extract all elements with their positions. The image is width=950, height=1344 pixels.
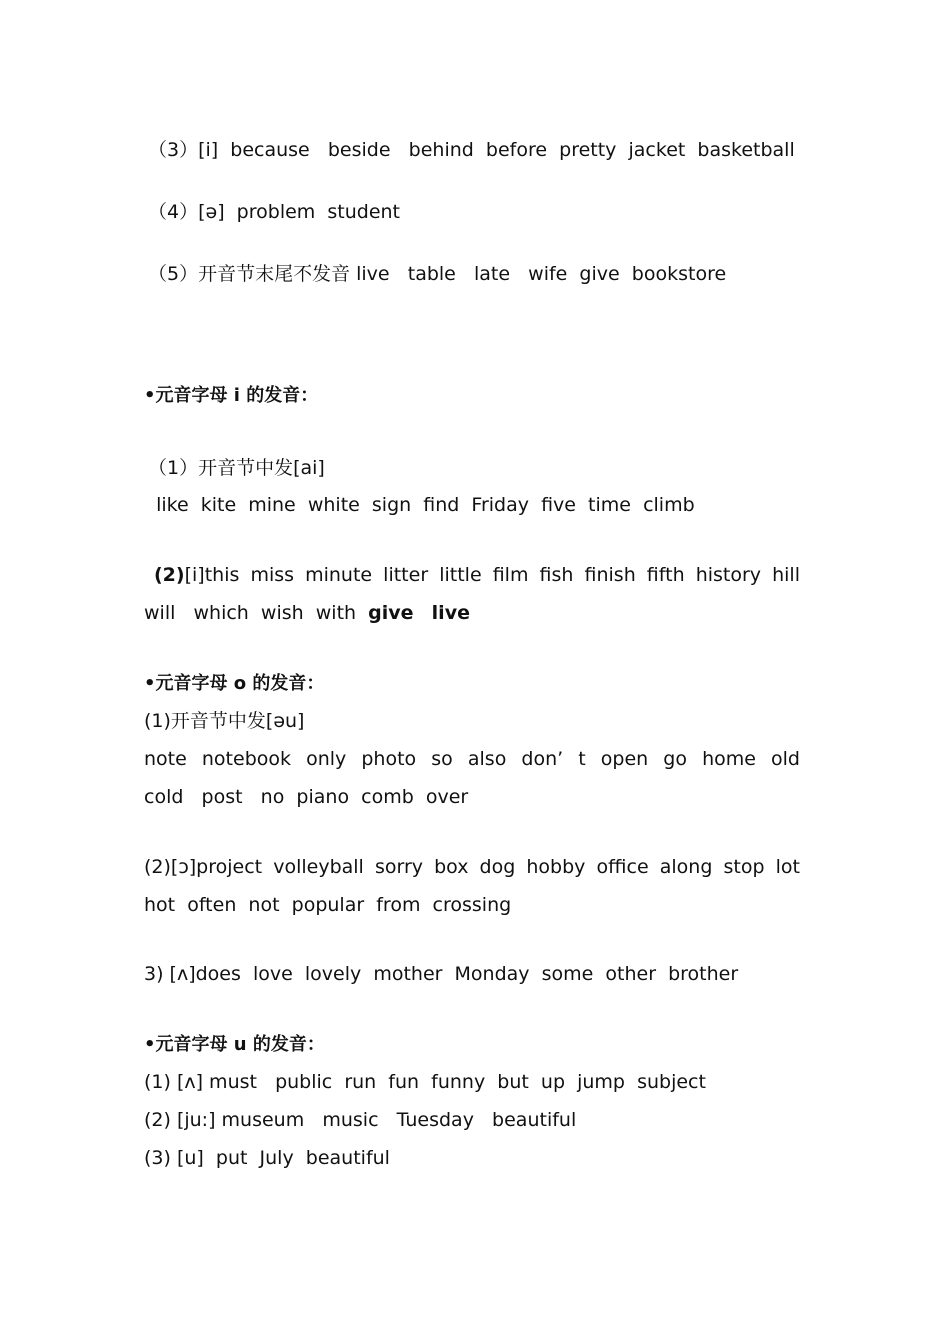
section-o-item-2-line-1: (2)[ɔ]project volleyball sorry box dog hobby office along stop lot [144,856,800,878]
section-i-item-1-words: like kite mine white sign find Friday five time climb [144,494,695,516]
section-i-item-1-label: （1）开音节中发[ai] [148,457,325,479]
section-i-heading: •元音字母 i 的发音： [144,385,319,406]
section-o-item-3: 3) [ʌ]does love lovely mother Monday some other brother [144,963,739,985]
section-i-item-2-line-1 [144,563,800,587]
section-i-item-2-bold-live: live [431,602,470,624]
section-u-item-1: (1) [ʌ] must public run fun funny but up jump subject [144,1071,706,1093]
section-e-item-3: （3）[i] because beside behind before pretty jacket basketball [148,139,795,161]
section-i-item-2-bold-give: give [368,602,414,624]
section-o-item-1-label: (1)开音节中发[əu] [144,710,305,732]
section-o-item-1-line-2: cold post no piano comb over [144,786,469,808]
section-i-item-2-line-2 [144,601,470,625]
section-e-item-5: （5）开音节末尾不发音 live table late wife give bookstore [148,263,727,285]
section-u-item-3: (3) [u] put July beautiful [144,1147,390,1169]
section-u-item-2: (2) [ju:] museum music Tuesday beautiful [144,1109,577,1131]
section-o-item-1-line-1: note notebook only photo so also don’ t open go home old [144,748,800,770]
section-i-item-2-words: [i]this miss minute litter little film fish finish fifth history hill [184,564,800,586]
section-i-item-2-plain-words: will which wish with [144,602,369,624]
section-e-item-4: （4）[ə] problem student [148,201,401,223]
section-o-item-2-line-2: hot often not popular from crossing [144,894,512,916]
section-u-heading: •元音字母 u 的发音： [144,1034,325,1055]
section-i-item-2-number: (2) [154,564,185,586]
section-o-heading: •元音字母 o 的发音： [144,673,325,694]
